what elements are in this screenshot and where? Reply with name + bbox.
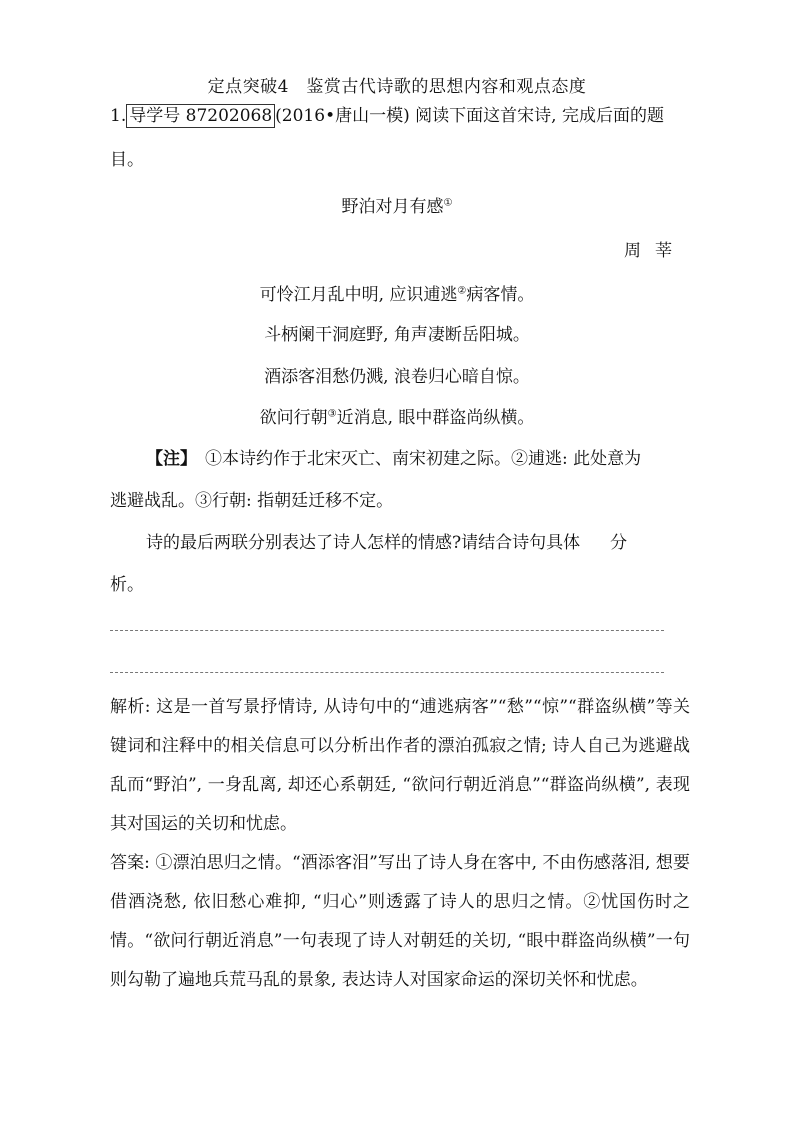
prompt-line1 [110, 528, 690, 553]
prompt-text: 诗的最后两联分别表达了诗人怎样的情感?请结合诗句具体 [146, 533, 581, 553]
prompt-text-end: 分 [610, 533, 628, 553]
poem-line-text: 可怜江月乱中明, 应识逋逃 [259, 285, 458, 305]
poem-line-text: 病客情。 [466, 285, 535, 305]
poem-line-text: 斗柄阑干洞庭野, 角声凄断岳阳城。 [264, 325, 530, 345]
analysis-paragraph: 解析: 这是一首写景抒情诗, 从诗句中的“逋逃病客”“愁”“惊”“群盗纵横”等关键词和注释中的相关信息可以分析出作者的漂泊孤寂之情; 诗人自己为逃避战乱而“野泊”, 一身乱离, 却还心系朝廷, “欲问行朝近消息”“群盗尚纵横”, 表现其对国运的关切和忧虑。 [110, 697, 690, 834]
notes-text: ①本诗约作于北宋灭亡、南宋初建之际。②逋逃: 此处意为 [205, 449, 642, 469]
poem-line-text: 近消息, 眼中群盗尚纵横。 [336, 408, 535, 428]
question-number: 1. [110, 106, 127, 126]
section-title: 定点突破4 鉴赏古代诗歌的思想内容和观点态度 [207, 77, 587, 97]
notes-line2: 逃避战乱。③行朝: 指朝廷迁移不定。 [110, 491, 394, 511]
poem-title [0, 192, 794, 217]
poem-line-text: 欲问行朝 [259, 408, 328, 428]
poem-line-note-marker: ③ [327, 408, 337, 420]
poem-author: 周莘 [624, 241, 686, 261]
question-stem-text: (2016•唐山一模) 阅读下面这首宋诗, 完成后面的题 [275, 106, 664, 126]
poem-line [0, 403, 794, 428]
question-stem-line1 [110, 96, 690, 136]
poem-line [0, 280, 794, 305]
prompt-line2: 析。 [110, 575, 144, 595]
answer-blank-line [110, 672, 664, 673]
poem-line-text: 酒添客泪愁仍溅, 浪卷归心暗自惊。 [264, 367, 530, 387]
answer-blank-line [110, 630, 664, 631]
guide-number-box: 导学号 87202068 [126, 104, 275, 128]
notes-label: 【注】 [146, 449, 197, 469]
poem-title-note-marker: ① [443, 197, 453, 209]
poem-title-text: 野泊对月有感 [341, 197, 444, 217]
poem-line [0, 362, 794, 387]
notes-line1 [110, 444, 690, 469]
question-stem-line2: 目。 [110, 150, 144, 170]
poem-line-note-marker: ② [457, 285, 467, 297]
poem-line [0, 320, 794, 345]
answer-section [110, 688, 690, 1000]
answer-paragraph: 答案: ①漂泊思归之情。“酒添客泪”写出了诗人身在客中, 不由伤感落泪, 想要借酒浇愁, 依旧愁心难抑, “归心”则透露了诗人的思归之情。②忧国伤时之情。“欲问行朝近消息”一句表现了诗人对朝廷的关切, “眼中群盗尚纵横”一句则勾勒了遍地兵荒马乱的景象, 表达诗人对国家命运的深切关怀和忧虑。 [110, 853, 690, 990]
